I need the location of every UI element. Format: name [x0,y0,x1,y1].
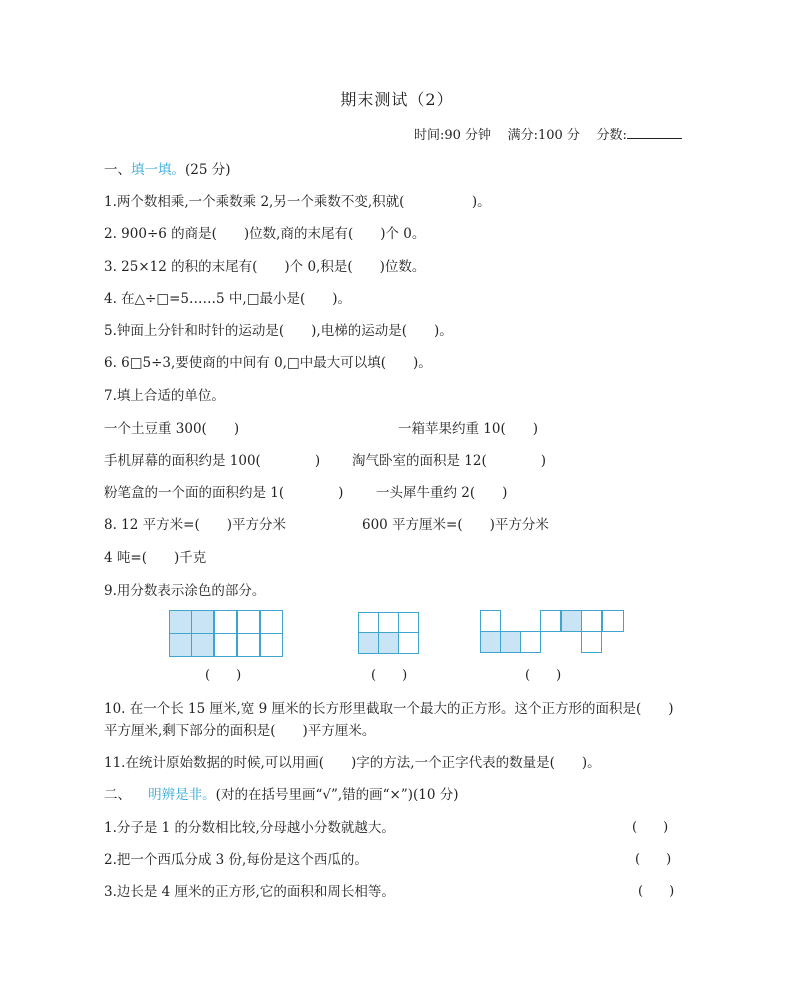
grid-cell [191,610,214,634]
question-10-line-2: 平方厘米,剩下部分的面积是( )平方厘米。 [104,723,376,739]
grid-cell [398,632,419,654]
grid-cell [602,610,624,632]
grid-cell [358,632,379,654]
judge-3-answer[interactable]: ( ) [638,884,675,899]
question-7c: 手机屏幕的面积约是 100( ) [104,453,321,469]
grid-cell [398,612,419,633]
score-blank[interactable] [627,126,682,139]
grid-cell [237,633,260,657]
section-1-points: (25 分) [185,162,231,178]
grid-cell [260,633,283,657]
grid-cell [561,610,582,632]
question-3: 3. 25×12 的积的末尾有( )个 0,积是( )位数。 [104,259,426,275]
question-11: 11.在统计原始数据的时候,可以用画( )字的方法,一个正字代表的数量是( )。 [104,755,601,771]
figure-3-answer[interactable]: ( ) [525,668,562,683]
section-1-heading [104,158,231,178]
grid-cell [378,612,399,633]
grid-cell [500,631,521,653]
question-7: 7.填上合适的单位。 [104,388,225,404]
full-score: 满分:100 分 [507,128,580,143]
grid-cell [214,610,237,634]
figure-1-answer[interactable]: ( ) [205,668,242,683]
question-8a: 8. 12 平方米=( )平方分米 [104,517,286,533]
judge-1: 1.分子是 1 的分数相比较,分母越小分数就越大。 [104,820,395,836]
question-2: 2. 900÷6 的商是( )位数,商的末尾有( )个 0。 [104,226,426,242]
question-8b: 600 平方厘米=( )平方分米 [362,517,549,533]
question-10-line-1: 10. 在一个长 15 厘米,宽 9 厘米的长方形里截取一个最大的正方形。这个正方形的面积是( ) [104,701,674,717]
grid-cell [581,631,602,653]
figure-2-answer[interactable]: ( ) [371,668,408,683]
judge-2-answer[interactable]: ( ) [635,852,672,867]
grid-cell [237,610,260,634]
grid-cell [260,610,283,634]
score-label: 分数: [596,128,627,143]
question-4: 4. 在△÷□=5……5 中,□最小是( )。 [104,291,351,307]
question-7d: 淘气卧室的面积是 12( ) [352,453,547,469]
section-2-name: 明辨是非。 [148,787,216,803]
question-5: 5.钟面上分针和时针的运动是( ),电梯的运动是( )。 [104,323,453,339]
grid-cell [214,633,237,657]
grid-cell [480,631,501,653]
figure-2-grid [358,612,420,654]
figure-1-grid [169,610,283,657]
question-7f: 一头犀牛重约 2( ) [376,485,508,501]
exam-meta [414,124,682,143]
page-title: 期末测试（2） [340,90,454,109]
question-9: 9.用分数表示涂色的部分。 [104,583,266,599]
grid-cell [358,612,379,633]
grid-cell [378,632,399,654]
section-1-number: 一、 [104,162,131,178]
question-7e: 粉笔盒的一个面的面积约是 1( ) [104,485,344,501]
judge-3: 3.边长是 4 厘米的正方形,它的面积和周长相等。 [104,884,395,900]
question-1: 1.两个数相乘,一个乘数乘 2,另一个乘数不变,积就( )。 [104,194,491,210]
section-1-name: 填一填。 [131,162,185,178]
figure-3-shape [480,610,625,653]
section-2-number: 二、 [104,787,131,803]
question-8c: 4 吨=( )千克 [104,550,207,566]
question-7a: 一个土豆重 300( ) [104,421,240,437]
question-7b: 一箱苹果约重 10( ) [398,421,539,437]
question-6: 6. 6□5÷3,要使商的中间有 0,□中最大可以填( )。 [104,355,432,371]
judge-1-answer[interactable]: ( ) [632,820,669,835]
grid-cell [480,610,501,632]
grid-cell [169,610,192,634]
time-limit: 时间:90 分钟 [414,128,492,143]
grid-cell [169,633,192,657]
grid-cell [520,631,541,653]
grid-cell [191,633,214,657]
judge-2: 2.把一个西瓜分成 3 份,每份是这个西瓜的。 [104,852,368,868]
section-2-desc: (对的在括号里画“√”,错的画“×”)(10 分) [215,787,459,803]
section-2-heading [104,783,459,803]
grid-cell [581,610,602,632]
grid-cell [540,610,561,632]
